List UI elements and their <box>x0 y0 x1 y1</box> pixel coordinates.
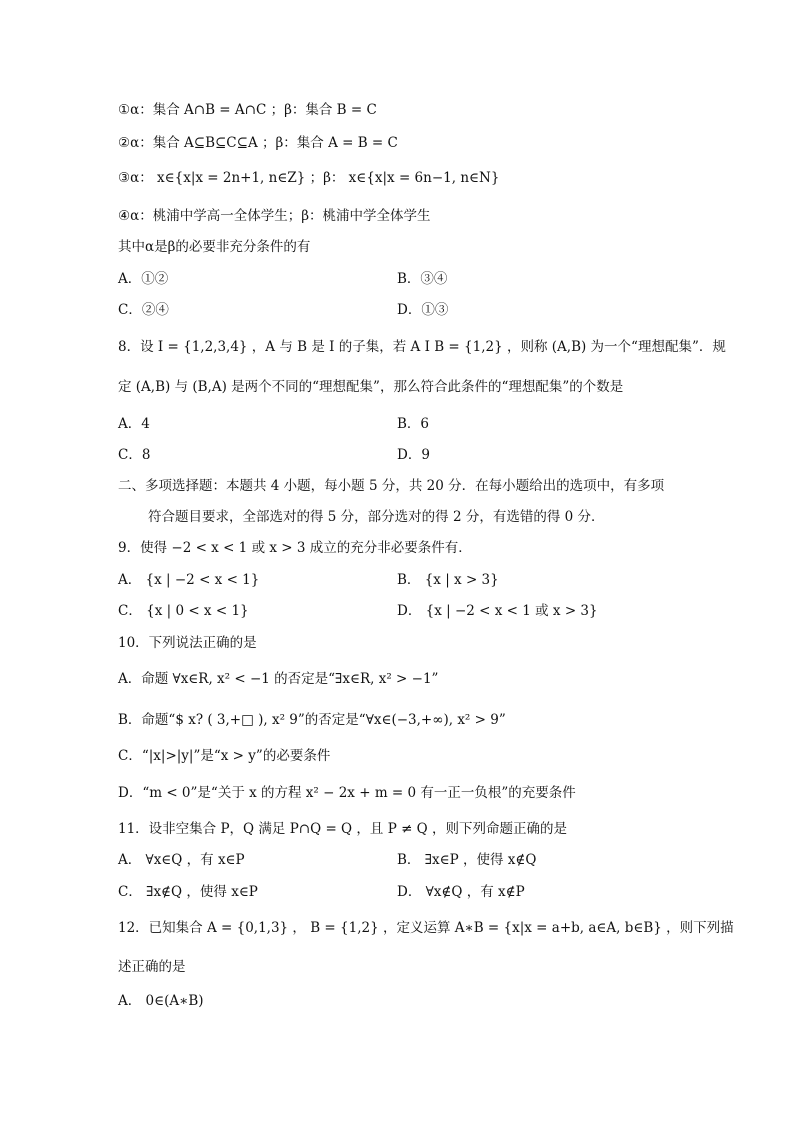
q10-option-b: B．命题“$ x? ( 3,+□ ), x² 9”的否定是“∀x∈(−3,+∞), x² > 9” <box>118 712 506 728</box>
item-3: ③α： x∈{x|x = 2n+1, n∈Z} ；β： x∈{x|x = 6n−1, n∈N} <box>118 170 500 186</box>
section-2-heading: 二、多项选择题：本题共 4 小题，每小题 5 分，共 20 分．在每小题给出的选项中，有多项 <box>118 478 665 494</box>
q7-option-c: C．②④ <box>118 302 169 318</box>
q9-option-b: B． {x | x > 3} <box>397 572 499 588</box>
q10-option-c: C．“|x|>|y|”是“x > y”的必要条件 <box>118 748 331 764</box>
q11-option-c: C． ∃x∉Q ，使得 x∈P <box>118 884 258 900</box>
item-2: ②α：集合 A⊆B⊆C⊆A ；β：集合 A = B = C <box>118 135 398 151</box>
q12-line-1: 12．已知集合 A = {0,1,3} ， B = {1,2} ，定义运算 A∗B = {x|x = a+b, a∈A, b∈B} ，则下列描 <box>118 920 734 936</box>
q7-option-b: B．③④ <box>397 271 448 287</box>
q12-line-2: 述正确的是 <box>118 959 186 975</box>
q9-option-c: C． {x | 0 < x < 1} <box>118 603 249 619</box>
q10-option-a: A．命题 ∀x∈R, x² < −1 的否定是“∃x∈R, x² > −1” <box>118 671 439 687</box>
q8-option-b: B．6 <box>397 416 430 432</box>
q10-option-d: D．“m < 0”是“关于 x 的方程 x² − 2x + m = 0 有一正一负根”的充要条件 <box>118 785 576 801</box>
item-1: ①α：集合 A∩B = A∩C ；β：集合 B = C <box>118 102 377 118</box>
q11-option-d: D． ∀x∉Q ，有 x∉P <box>397 884 525 900</box>
q11-stem: 11．设非空集合 P，Q 满足 P∩Q = Q ，且 P ≠ Q ，则下列命题正确的是 <box>118 821 568 837</box>
q10-stem: 10．下列说法正确的是 <box>118 635 257 651</box>
section-2-instructions: 符合题目要求，全部选对的得 5 分，部分选对的得 2 分，有选错的得 0 分． <box>148 509 605 525</box>
q8-option-c: C．8 <box>118 447 151 463</box>
q8-line-1: 8．设 I = {1,2,3,4} ，A 与 B 是 I 的子集，若 A I B = {1,2} ，则称 (A,B) 为一个“理想配集”．规 <box>118 339 726 355</box>
q8-option-a: A．4 <box>118 416 150 432</box>
q9-stem: 9．使得 −2 < x < 1 或 x > 3 成立的充分非必要条件有． <box>118 540 472 556</box>
item-4: ④α：桃浦中学高一全体学生；β：桃浦中学全体学生 <box>118 208 431 224</box>
q8-option-d: D．9 <box>397 447 430 463</box>
q9-option-d: D． {x | −2 < x < 1 或 x > 3} <box>397 603 598 619</box>
q7-tail: 其中α是β的必要非充分条件的有 <box>118 239 311 255</box>
q7-option-a: A．①② <box>118 271 169 287</box>
q11-option-a: A． ∀x∈Q ，有 x∈P <box>118 852 245 868</box>
q9-option-a: A． {x | −2 < x < 1} <box>118 572 260 588</box>
q8-line-2: 定 (A,B) 与 (B,A) 是两个不同的“理想配集”，那么符合此条件的“理想配集”的个数是 <box>118 379 624 395</box>
q12-option-a: A． 0∈(A∗B) <box>118 993 204 1009</box>
q7-option-d: D．①③ <box>397 302 449 318</box>
q11-option-b: B． ∃x∈P ，使得 x∉Q <box>397 852 537 868</box>
